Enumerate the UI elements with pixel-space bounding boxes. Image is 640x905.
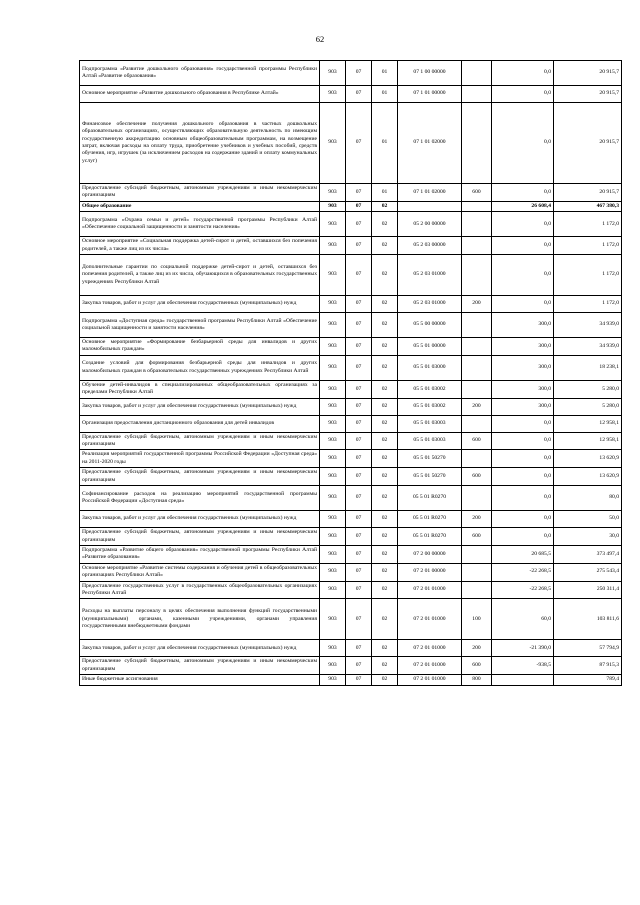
- row-section-code: 07: [346, 184, 372, 202]
- row-expense-type-code: 200: [462, 398, 492, 415]
- row-department-code: 903: [320, 313, 346, 338]
- row-target-article-code: 07 2 00 00000: [398, 545, 462, 563]
- row-subsection-code: 02: [372, 599, 398, 640]
- row-amount-change: 0,0: [492, 468, 554, 486]
- row-target-article-code: 05 2 00 00000: [398, 212, 462, 237]
- row-target-article-code: 07 1 01 02000: [398, 103, 462, 184]
- row-amount-total: 20 915,7: [554, 184, 622, 202]
- row-name: Предоставление субсидий бюджетным, автономным учреждениям и иным некоммерческим организациям: [80, 528, 320, 546]
- row-subsection-code: 02: [372, 528, 398, 546]
- row-expense-type-code: [462, 545, 492, 563]
- table-row: [80, 657, 622, 675]
- table-row: [80, 313, 622, 338]
- row-expense-type-code: [462, 255, 492, 296]
- table-row: [80, 599, 622, 640]
- row-subsection-code: 02: [372, 398, 398, 415]
- row-name: Подпрограмма «Доступная среда» государственной программы Республики Алтай «Обеспечение социальной защищенности и занятости населения»: [80, 313, 320, 338]
- table-row: [80, 212, 622, 237]
- row-amount-change: -938,5: [492, 657, 554, 675]
- row-target-article-code: [398, 201, 462, 211]
- page-number: 62: [315, 34, 325, 44]
- table-row: [80, 675, 622, 685]
- row-subsection-code: 02: [372, 640, 398, 657]
- row-amount-change: 20 685,5: [492, 545, 554, 563]
- row-expense-type-code: [462, 103, 492, 184]
- row-subsection-code: 02: [372, 581, 398, 599]
- table-row: [80, 432, 622, 450]
- row-amount-total: 1 172,0: [554, 237, 622, 255]
- row-expense-type-code: [462, 86, 492, 103]
- row-amount-total: 57 794,9: [554, 640, 622, 657]
- row-target-article-code: 05 5 01 03000: [398, 355, 462, 380]
- row-amount-total: 1 172,0: [554, 255, 622, 296]
- row-amount-total: 5 280,0: [554, 398, 622, 415]
- row-subsection-code: 02: [372, 212, 398, 237]
- row-amount-total: 13 620,9: [554, 450, 622, 468]
- row-amount-total: 467 380,3: [554, 201, 622, 211]
- table-row: [80, 468, 622, 486]
- row-target-article-code: 07 2 01 01000: [398, 640, 462, 657]
- row-target-article-code: 07 2 01 01000: [398, 599, 462, 640]
- table-row: [80, 640, 622, 657]
- row-name: Софинансирование расходов на реализацию мероприятий государственной программы Российской Федерации «Доступная среда»: [80, 486, 320, 511]
- table-row: [80, 398, 622, 415]
- row-section-code: 07: [346, 313, 372, 338]
- row-department-code: 903: [320, 528, 346, 546]
- row-target-article-code: 05 2 03 01000: [398, 296, 462, 313]
- row-name: Иные бюджетные ассигнования: [80, 675, 320, 685]
- row-subsection-code: 02: [372, 468, 398, 486]
- row-expense-type-code: 600: [462, 657, 492, 675]
- row-name: Предоставление государственных услуг в государственных общеобразовательных организациях Республики Алтай: [80, 581, 320, 599]
- row-section-code: 07: [346, 468, 372, 486]
- row-target-article-code: 05 5 01 03003: [398, 432, 462, 450]
- row-department-code: 903: [320, 511, 346, 528]
- row-expense-type-code: 600: [462, 432, 492, 450]
- table-row: [80, 103, 622, 184]
- row-department-code: 903: [320, 563, 346, 581]
- row-amount-change: 0,0: [492, 432, 554, 450]
- row-amount-change: 0,0: [492, 86, 554, 103]
- row-department-code: 903: [320, 255, 346, 296]
- row-amount-change: 0,0: [492, 528, 554, 546]
- row-section-code: 07: [346, 86, 372, 103]
- row-expense-type-code: 600: [462, 468, 492, 486]
- row-name: Предоставление субсидий бюджетным, автономным учреждениям и иным некоммерческим организациям: [80, 468, 320, 486]
- row-section-code: 07: [346, 415, 372, 432]
- row-amount-change: 0,0: [492, 103, 554, 184]
- row-name: Предоставление субсидий бюджетным, автономным учреждениям и иным некоммерческим организациям: [80, 184, 320, 202]
- row-expense-type-code: [462, 415, 492, 432]
- row-target-article-code: 05 5 01 03003: [398, 415, 462, 432]
- row-name: Подпрограмма «Развитие общего образования» государственной программы Республики Алтай «Развитие образования»: [80, 545, 320, 563]
- row-amount-change: 0,0: [492, 511, 554, 528]
- row-amount-total: 250 311,4: [554, 581, 622, 599]
- row-section-code: 07: [346, 296, 372, 313]
- row-department-code: 903: [320, 86, 346, 103]
- table-row: [80, 581, 622, 599]
- row-amount-total: 13 620,9: [554, 468, 622, 486]
- budget-table: [79, 60, 622, 686]
- row-subsection-code: 02: [372, 657, 398, 675]
- row-subsection-code: 02: [372, 563, 398, 581]
- row-target-article-code: 07 1 01 00000: [398, 86, 462, 103]
- row-section-code: 07: [346, 355, 372, 380]
- row-amount-total: 30,0: [554, 528, 622, 546]
- row-amount-total: 18 238,1: [554, 355, 622, 380]
- row-department-code: 903: [320, 184, 346, 202]
- table-row: [80, 201, 622, 211]
- row-name: Основное мероприятие «Формирование безбарьерной среды для инвалидов и других маломобильных граждан»: [80, 338, 320, 356]
- row-expense-type-code: [462, 338, 492, 356]
- row-department-code: 903: [320, 640, 346, 657]
- row-expense-type-code: [462, 581, 492, 599]
- row-amount-total: 34 939,0: [554, 313, 622, 338]
- row-expense-type-code: 200: [462, 296, 492, 313]
- row-amount-total: 5 280,0: [554, 380, 622, 398]
- row-target-article-code: 05 5 01 50270: [398, 468, 462, 486]
- row-amount-change: 0,0: [492, 237, 554, 255]
- table-row: [80, 486, 622, 511]
- row-target-article-code: 07 1 00 00000: [398, 61, 462, 86]
- row-subsection-code: 02: [372, 296, 398, 313]
- table-row: [80, 450, 622, 468]
- row-subsection-code: 02: [372, 486, 398, 511]
- row-subsection-code: 02: [372, 201, 398, 211]
- row-amount-total: 789,4: [554, 675, 622, 685]
- row-department-code: 903: [320, 675, 346, 685]
- row-subsection-code: 02: [372, 511, 398, 528]
- row-expense-type-code: 200: [462, 640, 492, 657]
- row-target-article-code: 05 2 03 00000: [398, 237, 462, 255]
- row-department-code: 903: [320, 355, 346, 380]
- row-amount-change: 0,0: [492, 415, 554, 432]
- row-section-code: 07: [346, 201, 372, 211]
- row-name: Основное мероприятие «Развитие дошкольного образования в Республике Алтай»: [80, 86, 320, 103]
- row-target-article-code: 05 5 01 03002: [398, 398, 462, 415]
- row-expense-type-code: [462, 563, 492, 581]
- row-amount-change: -21 390,0: [492, 640, 554, 657]
- row-subsection-code: 01: [372, 61, 398, 86]
- row-department-code: 903: [320, 450, 346, 468]
- row-target-article-code: 07 2 01 00000: [398, 563, 462, 581]
- row-amount-total: 1 172,0: [554, 212, 622, 237]
- row-expense-type-code: 100: [462, 599, 492, 640]
- row-amount-change: 0,0: [492, 255, 554, 296]
- row-section-code: 07: [346, 599, 372, 640]
- row-amount-change: 0,0: [492, 486, 554, 511]
- row-expense-type-code: [462, 486, 492, 511]
- row-section-code: 07: [346, 103, 372, 184]
- row-amount-change: 26 608,4: [492, 201, 554, 211]
- row-subsection-code: 02: [372, 675, 398, 685]
- row-name: Подпрограмма «Охрана семьи и детей» государственной программы Республики Алтай «Обеспечение социальной защищенности и занятости населения»: [80, 212, 320, 237]
- row-section-code: 07: [346, 657, 372, 675]
- row-section-code: 07: [346, 545, 372, 563]
- table-row: [80, 511, 622, 528]
- row-subsection-code: 02: [372, 313, 398, 338]
- row-amount-total: 12 958,1: [554, 415, 622, 432]
- row-amount-total: 12 958,1: [554, 432, 622, 450]
- row-section-code: 07: [346, 380, 372, 398]
- row-amount-change: -22 268,5: [492, 581, 554, 599]
- row-department-code: 903: [320, 296, 346, 313]
- row-amount-change: 0,0: [492, 212, 554, 237]
- row-subsection-code: 02: [372, 237, 398, 255]
- row-subsection-code: 02: [372, 415, 398, 432]
- row-name: Основное мероприятие «Социальная поддержка детей-сирот и детей, оставшихся без попечения родителей, а также лиц из их числа»: [80, 237, 320, 255]
- row-subsection-code: 02: [372, 338, 398, 356]
- row-section-code: 07: [346, 237, 372, 255]
- row-amount-total: 20 915,7: [554, 61, 622, 86]
- row-name: Предоставление субсидий бюджетным, автономным учреждениям и иным некоммерческим организациям: [80, 657, 320, 675]
- row-target-article-code: 05 5 01 50270: [398, 450, 462, 468]
- row-section-code: 07: [346, 581, 372, 599]
- row-amount-change: 300,0: [492, 338, 554, 356]
- row-section-code: 07: [346, 563, 372, 581]
- row-expense-type-code: [462, 237, 492, 255]
- row-amount-change: 300,0: [492, 380, 554, 398]
- row-amount-total: 50,0: [554, 511, 622, 528]
- table-row: [80, 338, 622, 356]
- table-row: [80, 415, 622, 432]
- row-expense-type-code: [462, 380, 492, 398]
- row-department-code: 903: [320, 599, 346, 640]
- row-name: Дополнительные гарантии по социальной поддержке детей-сирот и детей, оставшихся без попечения родителей, а также лиц из их числа, обучающихся в образовательных государственных учреждениях Республики Алтай: [80, 255, 320, 296]
- table-row: [80, 355, 622, 380]
- row-name: Реализация мероприятий государственной программы Российской Федерации «Доступная среда» на 2011-2020 годы: [80, 450, 320, 468]
- table-row: [80, 563, 622, 581]
- row-subsection-code: 02: [372, 255, 398, 296]
- table-row: [80, 86, 622, 103]
- row-subsection-code: 01: [372, 103, 398, 184]
- row-target-article-code: 05 2 03 01000: [398, 255, 462, 296]
- row-section-code: 07: [346, 255, 372, 296]
- row-section-code: 07: [346, 61, 372, 86]
- row-amount-total: 373 497,4: [554, 545, 622, 563]
- row-section-code: 07: [346, 486, 372, 511]
- row-department-code: 903: [320, 237, 346, 255]
- row-name: Организация предоставления дистанционного образования для детей инвалидов: [80, 415, 320, 432]
- row-target-article-code: 05 5 01 R0270: [398, 511, 462, 528]
- row-expense-type-code: [462, 450, 492, 468]
- row-amount-total: 20 915,7: [554, 103, 622, 184]
- row-name: Закупка товаров, работ и услуг для обеспечения государственных (муниципальных) нужд: [80, 640, 320, 657]
- row-name: Основное мероприятие «Развитие системы содержания и обучения детей в общеобразовательных организациях Республики Алтай»: [80, 563, 320, 581]
- row-target-article-code: 07 2 01 01000: [398, 675, 462, 685]
- row-department-code: 903: [320, 657, 346, 675]
- row-name: Предоставление субсидий бюджетным, автономным учреждениям и иным некоммерческим организациям: [80, 432, 320, 450]
- row-section-code: 07: [346, 398, 372, 415]
- row-subsection-code: 02: [372, 355, 398, 380]
- budget-table-body: [80, 61, 622, 686]
- row-section-code: 07: [346, 432, 372, 450]
- table-row: [80, 184, 622, 202]
- table-row: [80, 255, 622, 296]
- row-name: Создание условий для формирования безбарьерной среды для инвалидов и других маломобильных граждан в образовательных государственных учреждениях Республики Алтай: [80, 355, 320, 380]
- row-amount-total: 275 543,4: [554, 563, 622, 581]
- row-name: Закупка товаров, работ и услуг для обеспечения государственных (муниципальных) нужд: [80, 398, 320, 415]
- table-row: [80, 380, 622, 398]
- row-amount-total: 103 811,6: [554, 599, 622, 640]
- row-section-code: 07: [346, 450, 372, 468]
- row-amount-change: 300,0: [492, 313, 554, 338]
- row-expense-type-code: 600: [462, 184, 492, 202]
- row-expense-type-code: [462, 61, 492, 86]
- table-row: [80, 61, 622, 86]
- row-amount-total: 20 915,7: [554, 86, 622, 103]
- row-department-code: 903: [320, 61, 346, 86]
- row-expense-type-code: [462, 201, 492, 211]
- row-target-article-code: 05 5 01 R0270: [398, 528, 462, 546]
- row-target-article-code: 05 5 00 00000: [398, 313, 462, 338]
- row-amount-change: 300,0: [492, 398, 554, 415]
- row-department-code: 903: [320, 486, 346, 511]
- row-section-code: 07: [346, 212, 372, 237]
- row-amount-change: 0,0: [492, 184, 554, 202]
- row-subsection-code: 01: [372, 86, 398, 103]
- row-section-code: 07: [346, 528, 372, 546]
- row-name: Закупка товаров, работ и услуг для обеспечения государственных (муниципальных) нужд: [80, 511, 320, 528]
- row-target-article-code: 05 5 01 R0270: [398, 486, 462, 511]
- row-expense-type-code: [462, 355, 492, 380]
- row-section-code: 07: [346, 675, 372, 685]
- row-department-code: 903: [320, 380, 346, 398]
- row-expense-type-code: 600: [462, 528, 492, 546]
- table-row: [80, 545, 622, 563]
- row-department-code: 903: [320, 468, 346, 486]
- row-name: Расходы на выплаты персоналу в целях обеспечения выполнения функций государственными (муниципальными) органами, казенными учреждениями, органами управления государственными внебюджетными фондами: [80, 599, 320, 640]
- row-section-code: 07: [346, 338, 372, 356]
- row-name: Обучение детей-инвалидов в специализированных общеобразовательных организациях за пределами Республики Алтай: [80, 380, 320, 398]
- row-department-code: 903: [320, 545, 346, 563]
- row-subsection-code: 02: [372, 450, 398, 468]
- row-section-code: 07: [346, 511, 372, 528]
- row-amount-change: 300,0: [492, 355, 554, 380]
- row-department-code: 903: [320, 581, 346, 599]
- row-department-code: 903: [320, 103, 346, 184]
- row-department-code: 903: [320, 415, 346, 432]
- row-name: Финансовое обеспечение получения дошкольного образования в частных дошкольных образовательных организациях, осуществляющих образовательную деятельность по имеющим государственную аккредитацию основным общеобразовательным программам, на возмещение затрат, включая расходы на оплату труда, приобретение учебников и учебных пособий, средств обучения, игр, игрушек (за исключением расходов на содержание зданий и оплату коммунальных услуг): [80, 103, 320, 184]
- row-department-code: 903: [320, 432, 346, 450]
- row-expense-type-code: 200: [462, 511, 492, 528]
- row-target-article-code: 05 5 01 03002: [398, 380, 462, 398]
- row-target-article-code: 07 2 01 01000: [398, 581, 462, 599]
- table-row: [80, 237, 622, 255]
- row-subsection-code: 01: [372, 184, 398, 202]
- row-name: Закупка товаров, работ и услуг для обеспечения государственных (муниципальных) нужд: [80, 296, 320, 313]
- row-name: Подпрограмма «Развитие дошкольного образования» государственной программы Республики Алтай «Развитие образования»: [80, 61, 320, 86]
- row-expense-type-code: [462, 212, 492, 237]
- row-amount-change: [492, 675, 554, 685]
- row-department-code: 903: [320, 201, 346, 211]
- table-row: [80, 296, 622, 313]
- row-subsection-code: 02: [372, 380, 398, 398]
- row-amount-total: 1 172,0: [554, 296, 622, 313]
- row-amount-total: 34 939,0: [554, 338, 622, 356]
- row-amount-total: 87 915,3: [554, 657, 622, 675]
- row-department-code: 903: [320, 338, 346, 356]
- row-target-article-code: 07 2 01 01000: [398, 657, 462, 675]
- row-amount-change: -22 268,5: [492, 563, 554, 581]
- row-amount-change: 60,0: [492, 599, 554, 640]
- row-amount-total: 80,0: [554, 486, 622, 511]
- row-target-article-code: 07 1 01 02000: [398, 184, 462, 202]
- row-section-code: 07: [346, 640, 372, 657]
- row-expense-type-code: 800: [462, 675, 492, 685]
- table-row: [80, 528, 622, 546]
- row-subsection-code: 02: [372, 545, 398, 563]
- row-target-article-code: 05 5 01 00000: [398, 338, 462, 356]
- row-expense-type-code: [462, 313, 492, 338]
- row-name: Общее образование: [80, 201, 320, 211]
- row-amount-change: 0,0: [492, 450, 554, 468]
- row-department-code: 903: [320, 398, 346, 415]
- row-department-code: 903: [320, 212, 346, 237]
- row-subsection-code: 02: [372, 432, 398, 450]
- row-amount-change: 0,0: [492, 296, 554, 313]
- row-amount-change: 0,0: [492, 61, 554, 86]
